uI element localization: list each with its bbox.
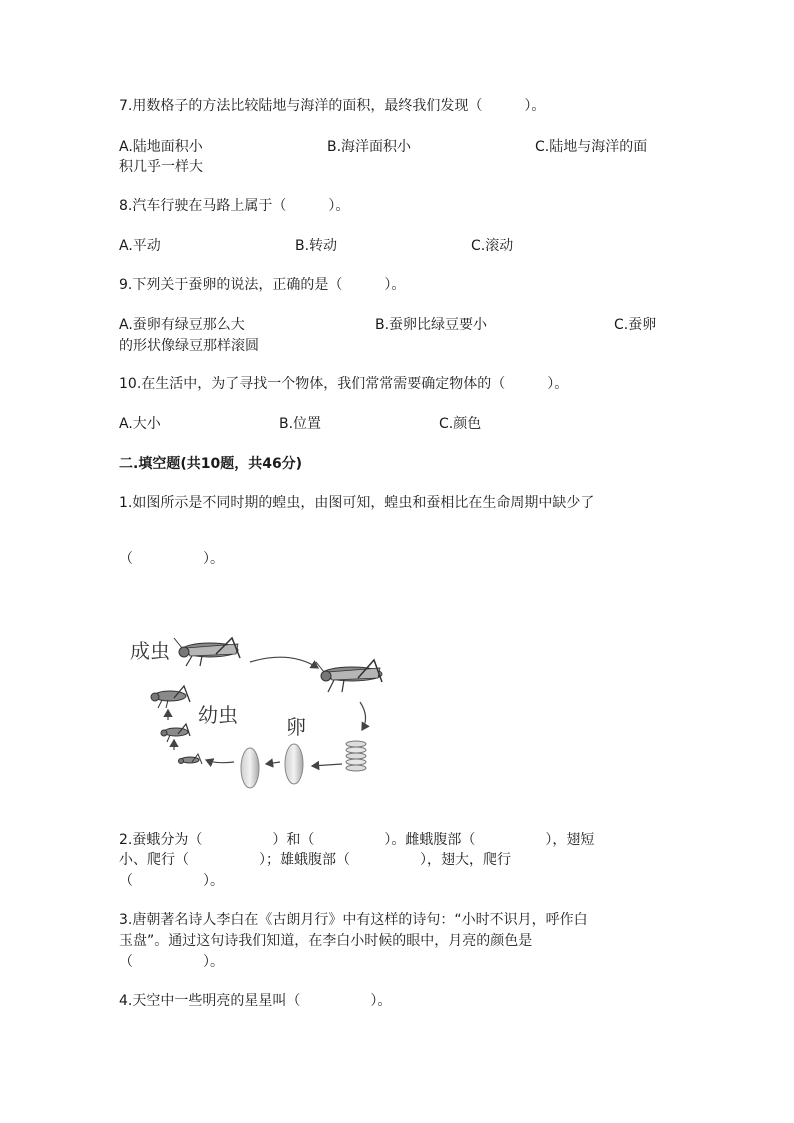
- large-nymph-icon: [151, 686, 190, 708]
- locust-life-cycle-figure: [120, 622, 400, 792]
- question-9-option-b: B.蚕卵比绿豆要小: [375, 317, 488, 333]
- question-9-stem: 9.下列关于蚕卵的说法，正确的是（ ）。: [119, 277, 406, 293]
- question-7-option-c: C.陆地与海洋的面: [535, 139, 648, 155]
- fill-4-line-1: 4.天空中一些明亮的星星叫（ ）。: [119, 993, 392, 1009]
- question-7-option-c-continued: 积几乎一样大: [119, 159, 203, 175]
- adult-locust-icon: [316, 660, 382, 692]
- fill-2-line-3: （ ）。: [119, 873, 224, 889]
- fill-3-line-3: （ ）。: [119, 954, 224, 970]
- adult-locust-icon: [174, 638, 240, 666]
- fill-2-line-1: 2.蚕蛾分为（ ）和（ ）。雌蛾腹部（ ），翅短: [119, 832, 595, 848]
- cycle-arrow: [360, 702, 366, 730]
- cycle-arrow: [312, 764, 342, 766]
- question-8-option-c: C.滚动: [471, 238, 514, 254]
- question-8-option-a: A.平动: [119, 238, 161, 254]
- question-10-option-c: C.颜色: [439, 416, 482, 432]
- fill-2-line-2: 小、爬行（ ）；雄蛾腹部（ ），翅大，爬行: [119, 852, 511, 868]
- cycle-arrow: [250, 657, 318, 668]
- fill-1-line-1: 1.如图所示是不同时期的蝗虫，由图可知，蝗虫和蚕相比在生命周期中缺少了: [119, 495, 595, 511]
- question-9-option-c-continued: 的形状像绿豆那样滚圆: [119, 338, 259, 354]
- label-egg: 卵: [286, 715, 306, 739]
- label-adult: 成虫: [130, 639, 170, 663]
- section-2-title: 二.填空题(共10题，共46分): [119, 456, 303, 472]
- egg-icon: [285, 744, 303, 784]
- question-10-option-b: B.位置: [279, 416, 322, 432]
- question-8-stem: 8.汽车行驶在马路上属于（ ）。: [119, 198, 350, 214]
- question-8-option-b: B.转动: [295, 238, 338, 254]
- fill-3-line-2: 玉盘”。通过这句诗我们知道，在李白小时候的眼中，月亮的颜色是: [119, 933, 533, 949]
- cycle-arrow: [266, 762, 280, 764]
- fill-1-line-2: （ ）。: [119, 551, 224, 567]
- cycle-arrow: [206, 760, 234, 763]
- fill-3-line-1: 3.唐朝著名诗人李白在《古朗月行》中有这样的诗句：“小时不识月，呼作白: [119, 912, 588, 928]
- question-10-stem: 10.在生活中，为了寻找一个物体，我们常常需要确定物体的（ ）。: [119, 376, 569, 392]
- medium-nymph-icon: [161, 724, 190, 742]
- question-7-option-a: A.陆地面积小: [119, 139, 203, 155]
- label-nymph: 幼虫: [198, 703, 238, 727]
- question-10-option-a: A.大小: [119, 416, 161, 432]
- egg-icon: [241, 748, 259, 788]
- question-7-stem: 7.用数格子的方法比较陆地与海洋的面积，最终我们发现（ ）。: [119, 98, 546, 114]
- question-9-option-c: C.蚕卵: [614, 317, 657, 333]
- egg-pod-icon: [346, 741, 366, 771]
- question-9-option-a: A.蚕卵有绿豆那么大: [119, 317, 245, 333]
- small-nymph-icon: [179, 754, 203, 764]
- question-7-option-b: B.海洋面积小: [327, 139, 412, 155]
